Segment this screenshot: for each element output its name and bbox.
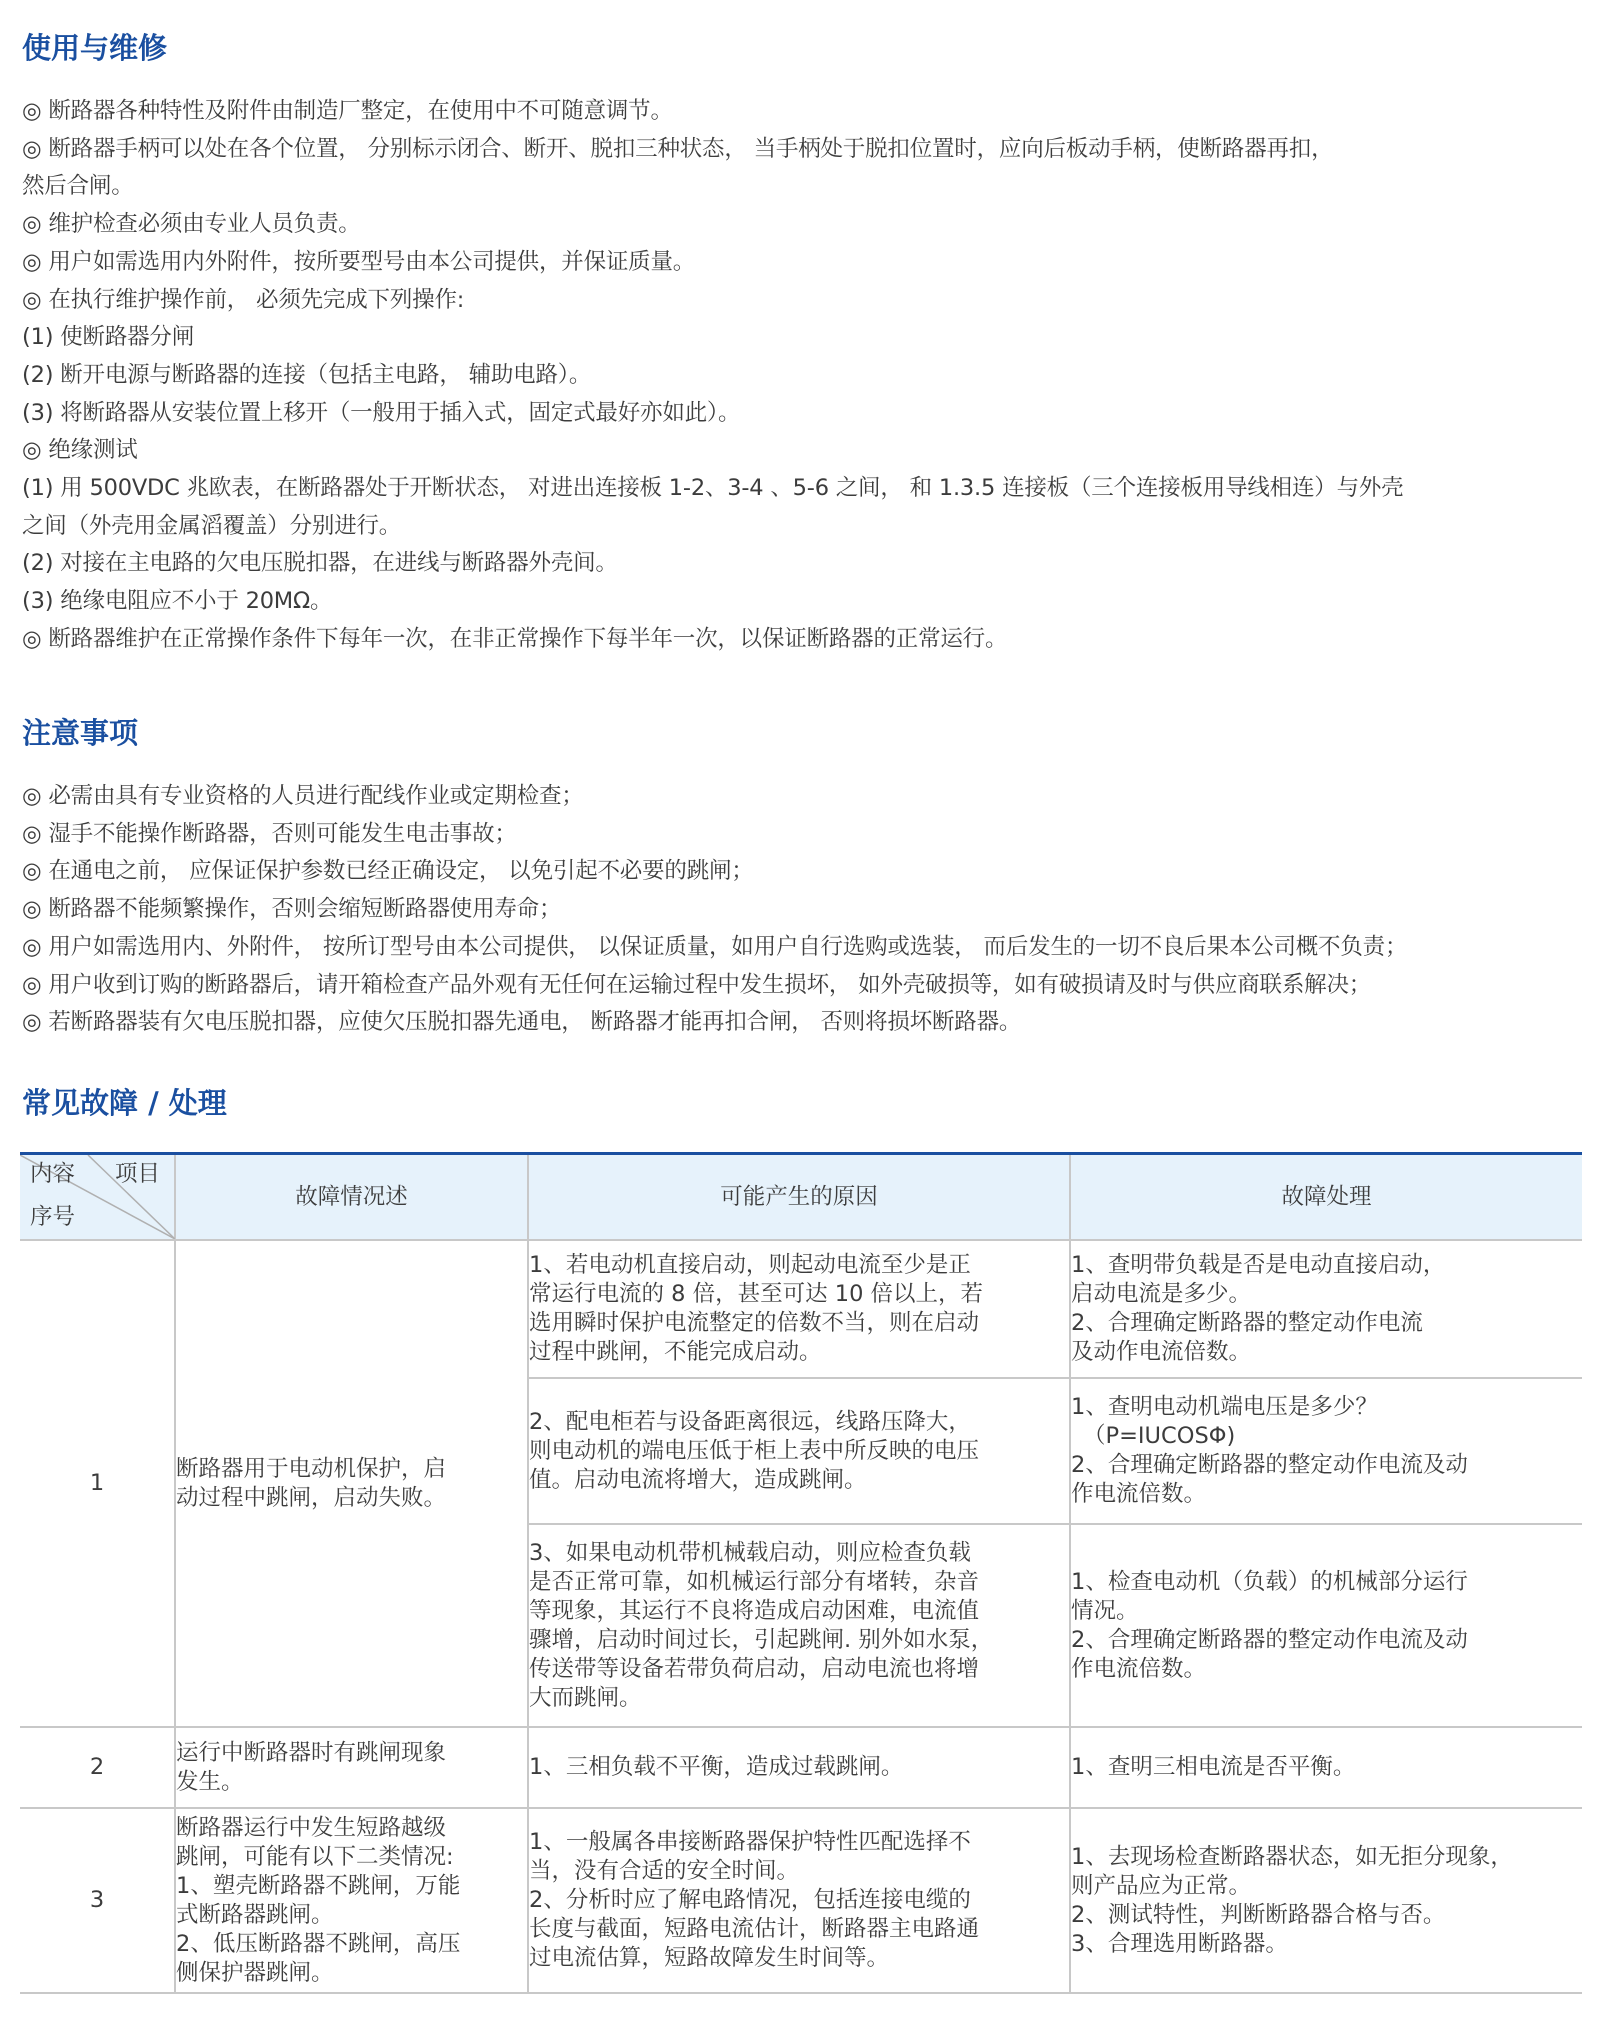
cause-line: 2、配电柜若与设备距离很远，线路压降大， (529, 1408, 971, 1435)
notes-line: ◎ 必需由具有专业资格的人员进行配线作业或定期检查； (22, 783, 584, 809)
desc-line: 发生。 (176, 1768, 244, 1795)
cause-line: 骤增，启动时间过长，引起跳闸. 别外如水泵， (529, 1626, 994, 1653)
maintenance-line: (2) 对接在主电路的欠电压脱扣器，在进线与断路器外壳间。 (22, 550, 618, 577)
header-action: 故障处理 (1070, 1154, 1582, 1241)
desc-line: 2、低压断路器不跳闸，高压 (176, 1930, 461, 1957)
maintenance-line: (2) 断开电源与断路器的连接（包括主电路， 辅助电路）。 (22, 361, 592, 388)
maintenance-list (22, 93, 1582, 659)
cause-line: 2、分析时应了解电路情况，包括连接电缆的 (529, 1887, 971, 1913)
row-desc (175, 1727, 528, 1808)
section-title-maintenance: 使用与维修 (22, 31, 168, 65)
row-action (1070, 1808, 1582, 1993)
row-action (1070, 1524, 1582, 1727)
action-line: 1、查明带负载是否是电动直接启动， (1071, 1252, 1446, 1278)
row-cause (528, 1727, 1070, 1808)
row-seq: 1 (20, 1240, 175, 1727)
action-line: 1、检查电动机（负载）的机械部分运行 (1071, 1568, 1468, 1595)
cause-line: 当，没有合适的安全时间。 (529, 1858, 800, 1884)
desc-line: 式断路器跳闸。 (176, 1901, 334, 1928)
action-line: 3、合理选用断路器。 (1071, 1930, 1288, 1957)
row-cause (528, 1524, 1070, 1727)
maintenance-line: 然后合闸。 (22, 173, 134, 200)
maintenance-line: ◎ 绝缘测试 (22, 437, 138, 464)
cause-line: 长度与截面，短路电流估计，断路器主电路通 (529, 1916, 980, 1942)
action-line: （P=IUCOSΦ) (1083, 1423, 1236, 1449)
maintenance-line: ◎ 断路器维护在正常操作条件下每年一次，在非正常操作下每半年一次，以保证断路器的正常运行。 (22, 625, 1008, 652)
notes-line: ◎ 用户收到订购的断路器后，请开箱检查产品外观有无任何在运输过程中发生损坏， 如外壳破损等，如有破损请及时与供应商联系解决； (22, 971, 1372, 998)
cause-line: 则电动机的端电压低于柜上表中所反映的电压 (529, 1437, 980, 1464)
table-row (20, 1808, 1582, 1993)
cause-line: 3、如果电动机带机械载启动，则应检查负载 (529, 1539, 971, 1566)
maintenance-line: ◎ 在执行维护操作前， 必须先完成下列操作: (22, 286, 465, 313)
notes-line: ◎ 若断路器装有欠电压脱扣器，应使欠压脱扣器先通电， 断路器才能再扣合闸， 否则将损坏断路器。 (22, 1009, 1022, 1036)
maintenance-line: (3) 绝缘电阻应不小于 20MΩ。 (22, 588, 333, 615)
row-desc (175, 1240, 528, 1727)
table-row (20, 1727, 1582, 1808)
action-line: 2、合理确定断路器的整定动作电流及动 (1071, 1626, 1468, 1653)
maintenance-line: (1) 使断路器分闸 (22, 324, 195, 351)
desc-line: 1、塑壳断路器不跳闸，万能 (176, 1872, 461, 1899)
cause-line: 1、三相负载不平衡，造成过载跳闸。 (529, 1754, 904, 1780)
cause-line: 大而跳闸。 (529, 1684, 642, 1711)
corner-content-label: 内容 (30, 1161, 76, 1187)
cause-line: 过程中跳闸，不能完成启动。 (529, 1339, 822, 1365)
action-line: 1、查明电动机端电压是多少？ (1071, 1394, 1378, 1420)
notes-line: ◎ 湿手不能操作断路器，否则可能发生电击事故； (22, 820, 517, 847)
cause-line: 常运行电流的 8 倍，甚至可达 10 倍以上，若 (529, 1281, 984, 1307)
desc-line: 运行中断路器时有跳闸现象 (176, 1739, 447, 1766)
action-line: 及动作电流倍数。 (1071, 1339, 1252, 1365)
cause-line: 传送带等设备若带负荷启动，启动电流也将增 (529, 1655, 980, 1682)
action-line: 启动电流是多少。 (1071, 1281, 1252, 1307)
corner-item-label: 项目 (115, 1161, 161, 1187)
cause-line: 是否正常可靠，如机械运行部分有堵转，杂音 (529, 1568, 980, 1595)
action-line: 作电流倍数。 (1071, 1481, 1207, 1507)
maintenance-line: ◎ 用户如需选用内外附件，按所要型号由本公司提供，并保证质量。 (22, 248, 696, 275)
desc-line: 动过程中跳闸，启动失败。 (176, 1484, 447, 1511)
maintenance-line: (1) 用 500VDC 兆欧表，在断路器处于开断状态， 对进出连接板 1-2、3-4 、5-6 之间， 和 1.3.5 连接板（三个连接板用导线相连）与外壳 (22, 475, 1404, 502)
maintenance-line: ◎ 断路器手柄可以处在各个位置， 分别标示闭合、断开、脱扣三种状态， 当手柄处于脱扣位置时，应向后板动手柄，使断路器再扣， (22, 135, 1334, 162)
row-cause (528, 1378, 1070, 1524)
row-cause (528, 1240, 1070, 1378)
cause-line: 1、若电动机直接启动，则起动电流至少是正 (529, 1252, 971, 1278)
row-action (1070, 1240, 1582, 1378)
maintenance-line: 之间（外壳用金属滔覆盖）分别进行。 (22, 512, 402, 539)
header-desc: 故障情况述 (175, 1154, 528, 1241)
desc-line: 跳闸，可能有以下二类情况: (176, 1843, 454, 1870)
cause-line: 1、一般属各串接断路器保护特性匹配选择不 (529, 1829, 971, 1855)
corner-header-cell (20, 1154, 175, 1241)
notes-list (22, 778, 1582, 1042)
row-seq: 3 (20, 1808, 175, 1993)
desc-line: 断路器运行中发生短路越级 (176, 1814, 447, 1841)
notes-line: ◎ 断路器不能频繁操作，否则会缩短断路器使用寿命； (22, 896, 562, 923)
action-line: 作电流倍数。 (1071, 1655, 1207, 1682)
row-cause (528, 1808, 1070, 1993)
action-line: 2、测试特性，判断断路器合格与否。 (1071, 1901, 1446, 1928)
action-line: 1、去现场检查断路器状态，如无拒分现象， (1071, 1843, 1513, 1870)
fault-table (20, 1152, 1582, 1994)
maintenance-line: ◎ 断路器各种特性及附件由制造厂整定，在使用中不可随意调节。 (22, 98, 673, 124)
cause-line: 选用瞬时保护电流整定的倍数不当，则在启动 (529, 1310, 980, 1336)
table-row (20, 1240, 1582, 1378)
action-line: 则产品应为正常。 (1071, 1872, 1252, 1899)
desc-line: 侧保护器跳闸。 (176, 1959, 334, 1986)
section-title-faults: 常见故障 / 处理 (22, 1086, 227, 1120)
maintenance-line: ◎ 维护检查必须由专业人员负责。 (22, 211, 361, 238)
action-line: 1、查明三相电流是否平衡。 (1071, 1754, 1356, 1780)
table-header-row (20, 1154, 1582, 1241)
corner-seq-label: 序号 (30, 1204, 76, 1230)
desc-line: 断路器用于电动机保护，启 (176, 1455, 447, 1482)
row-desc (175, 1808, 528, 1993)
action-line: 情况。 (1071, 1597, 1139, 1624)
maintenance-line: (3) 将断路器从安装位置上移开（一般用于插入式，固定式最好亦如此）。 (22, 399, 741, 426)
row-action (1070, 1378, 1582, 1524)
cause-line: 值。启动电流将增大，造成跳闸。 (529, 1466, 867, 1493)
action-line: 2、合理确定断路器的整定动作电流及动 (1071, 1452, 1468, 1478)
header-cause: 可能产生的原因 (528, 1154, 1070, 1241)
row-action (1070, 1727, 1582, 1808)
row-seq: 2 (20, 1727, 175, 1808)
action-line: 2、合理确定断路器的整定动作电流 (1071, 1310, 1423, 1336)
section-title-notes: 注意事项 (22, 716, 139, 750)
notes-line: ◎ 在通电之前， 应保证保护参数已经正确设定， 以免引起不必要的跳闸； (22, 858, 754, 885)
notes-line: ◎ 用户如需选用内、外附件， 按所订型号由本公司提供， 以保证质量，如用户自行选购或选装， 而后发生的一切不良后果本公司概不负责； (22, 933, 1408, 960)
cause-line: 过电流估算，短路故障发生时间等。 (529, 1945, 890, 1971)
cause-line: 等现象，其运行不良将造成启动困难，电流值 (529, 1597, 980, 1624)
